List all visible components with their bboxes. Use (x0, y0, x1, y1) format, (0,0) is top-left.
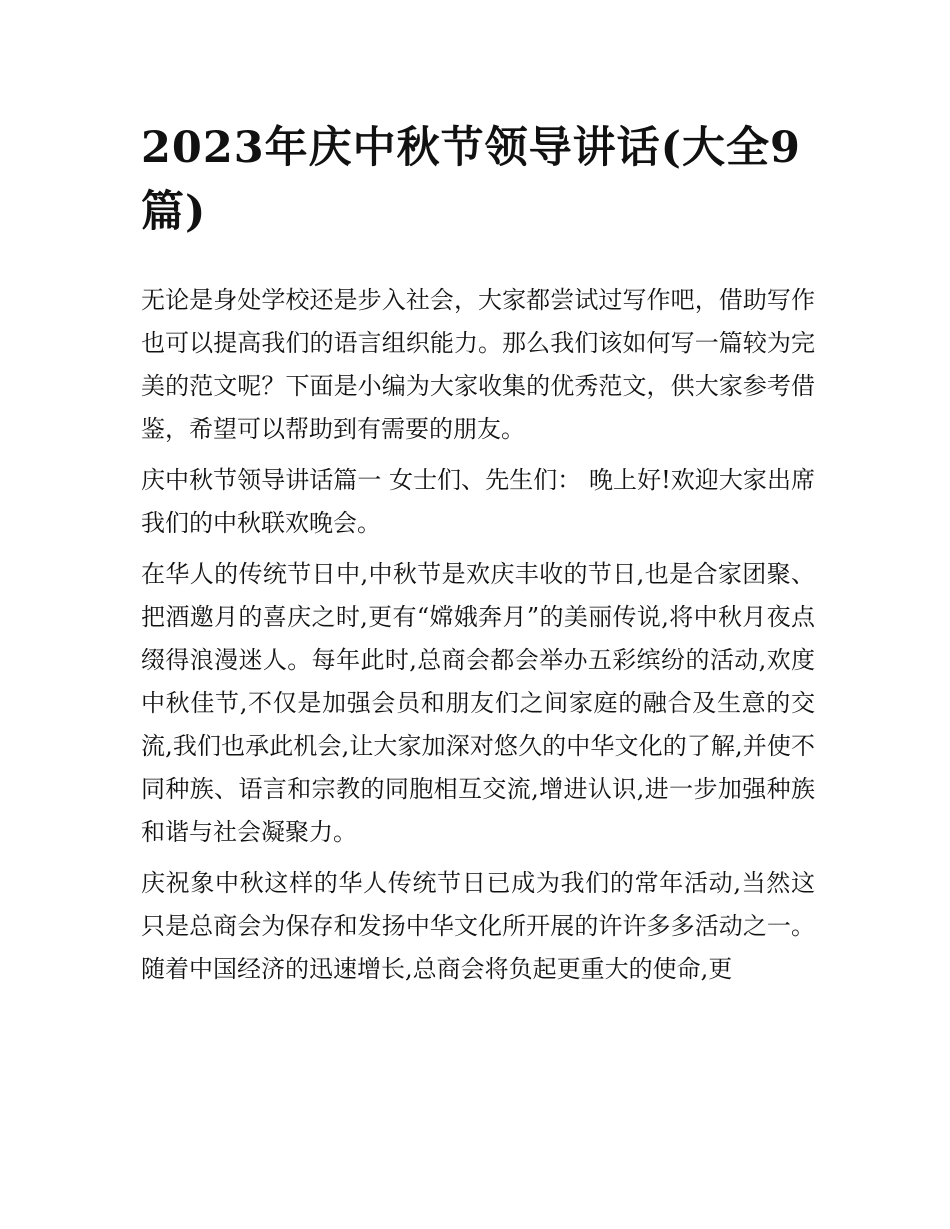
document-body (141, 279, 815, 999)
document-title: 2023年庆中秋节领导讲话(大全9篇) (141, 123, 801, 237)
paragraph-greeting: 庆中秋节领导讲话篇一 女士们、先生们： 晚上好!欢迎大家出席我们的中秋联欢晚会。 (141, 466, 815, 537)
paragraph-intro: 无论是身处学校还是步入社会，大家都尝试过写作吧，借助写作也可以提高我们的语言组织能力。那么我们该如何写一篇较为完美的范文呢？下面是小编为大家收集的优秀范文，供大家参考借鉴，希望可以帮助到有需要的朋友。 (141, 286, 815, 443)
paragraph-celebration: 庆祝象中秋这样的华人传统节日已成为我们的常年活动,当然这只是总商会为保存和发扬中华文化所开展的许许多多活动之一。随着中国经济的迅速增长,总商会将负起更重大的使命,更 (141, 869, 815, 983)
paragraph-festival: 在华人的传统节日中,中秋节是欢庆丰收的节日,也是合家团聚、把酒邀月的喜庆之时,更有“嫦娥奔月”的美丽传说,将中秋月夜点缀得浪漫迷人。每年此时,总商会都会举办五彩缤纷的活动,欢度中秋佳节,不仅是加强会员和朋友们之间家庭的融合及生意的交流,我们也承此机会,让大家加深对悠久的中华文化的了解,并使不同种族、语言和宗教的同胞相互交流,增进认识,进一步加强种族和谐与社会凝聚力。 (141, 560, 815, 846)
